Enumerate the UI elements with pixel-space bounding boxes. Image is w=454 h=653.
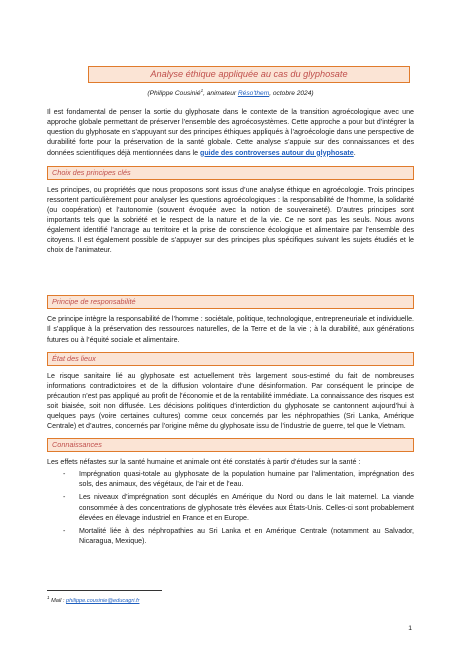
document-title-text: Analyse éthique appliquée au cas du glyphosate	[150, 69, 348, 79]
bullet-dash: -	[63, 470, 66, 479]
footnote-separator	[47, 590, 162, 591]
list-item	[63, 492, 414, 522]
author-date: , octobre 2024)	[269, 90, 314, 98]
organization-link[interactable]: Réso'them	[237, 90, 270, 98]
intro-paragraph	[47, 107, 414, 157]
section-heading-text: Connaissances	[52, 440, 102, 450]
list-item	[63, 469, 414, 489]
responsabilite-paragraph: Ce principe intègre la responsabilité de l’homme : sociétale, politique, technologique, entrepreneuriale et individuelle. Il s’applique à la préservation des ressources naturelles, de la Terre et de la vie ; à la durabilité, aux générations futures ou à l’équité sociale et alimentaire.	[47, 315, 414, 344]
list-item-text: Les niveaux d’imprégnation sont décuplés en Amérique du Nord ou dans le lait maternel. La viande consommée à des concentrations de glyphosate très élevées aux États-Unis. Celles-ci sont probablement élevées en élevage industriel en France et en Europe.	[79, 493, 414, 522]
bullet-dash: -	[63, 526, 66, 535]
guide-link[interactable]: guide des controverses autour du glyphosate	[200, 148, 354, 157]
author-line	[47, 88, 414, 97]
section-heading-responsabilite	[47, 295, 414, 309]
section-heading-choix	[47, 166, 414, 180]
etat-paragraph: Le risque sanitaire lié au glyphosate est actuellement très largement sous-estimé du fait de nombreuses informations contradictoires et de la diffusion volontaire d’une désinformation. Par conséquent le principe de précaution n’est pas appliqué au profit de l’économie et de la rentabilité immédiate. La connaissance des risques est soit biaisée, soit non diffusée. Les décisions politiques d’interdiction du glyphosate se cantonnent aujourd’hui à quelques pays (voire certaines cultures) comme ceux concernés par les néphropathies (Sri Lanka, Amérique Centrale) et d’autres, concernés par l’origine même du glyphosate issu de l’industrie de guerre, tel que le Vietnam.	[47, 371, 414, 431]
author-name: (Philippe Cousinié	[147, 90, 201, 98]
connaissances-lead: Les effets néfastes sur la santé humaine et animale ont été constatés à partir d’études sur la santé :	[47, 458, 361, 467]
section-heading-text: État des lieux	[52, 353, 96, 363]
email-link[interactable]: philippe.cousinie@educagri.fr	[66, 597, 140, 604]
footnote-label: Mail :	[49, 597, 66, 604]
section-heading-etat	[47, 352, 414, 366]
page-number: 1	[408, 625, 412, 632]
intro-text: Il est fondamental de penser la sortie du glyphosate dans le contexte de la transition agroécologique avec une approche globale permettant de préserver l’ensemble des agroécosystèmes. Cette approche a pour but d’intégrer la question du glyphosate en s’appuyant sur des principes éthiques appliqués à l’agroécologie dans une perspective de durabilité forte pour la préservation de la santé globale. Cette analyse s’appuie sur des connaissances et des données scientifiques déjà mentionnées dans le	[47, 108, 414, 157]
choix-paragraph: Les principes, ou propriétés que nous proposons sont issus d’une analyse éthique en agroécologie. Trois principes ressortent particulièrement pour analyser les questions agroécologiques : la responsabilité de l’homme, la solidarité (ou coopération) et l’autonomie (souvent évoquée avec la notion de souveraineté). D’autres principes sont importants tels que la sobriété et le respect de la nature et de la vie. Ce ne sont pas les seuls. Nous avons également identifié l’ancrage au territoire et la prise de conscience écologique et alimentaire par l’ensemble des citoyens. Il est également possible de s’appuyer sur des principes plus spécifiques suivant les sujets étudiés et le choix de l’animateur.	[47, 185, 414, 255]
section-heading-text: Principe de responsabilité	[52, 297, 136, 307]
footnote-reference[interactable]: 1	[200, 88, 204, 93]
author-role: , animateur	[203, 90, 238, 98]
document-title	[88, 66, 410, 83]
footnote	[47, 595, 139, 604]
section-heading-text: Choix des principes clés	[52, 167, 131, 177]
list-item-text: Imprégnation quasi-totale au glyphosate de la population humaine par l’alimentation, imprégnation des sols, des animaux, des végétaux, de l’air et de l’eau.	[79, 470, 414, 489]
bullet-dash: -	[63, 493, 66, 502]
section-heading-connaissances	[47, 438, 414, 452]
connaissances-list	[47, 469, 414, 546]
footnote-number: 1	[47, 595, 50, 600]
list-item	[63, 526, 414, 546]
list-item-text: Mortalité liée à des néphropathies au Sri Lanka et en Amérique Centrale (notamment au Salvador, Nicaragua, Mexique).	[79, 526, 414, 545]
intro-end: .	[353, 148, 356, 157]
